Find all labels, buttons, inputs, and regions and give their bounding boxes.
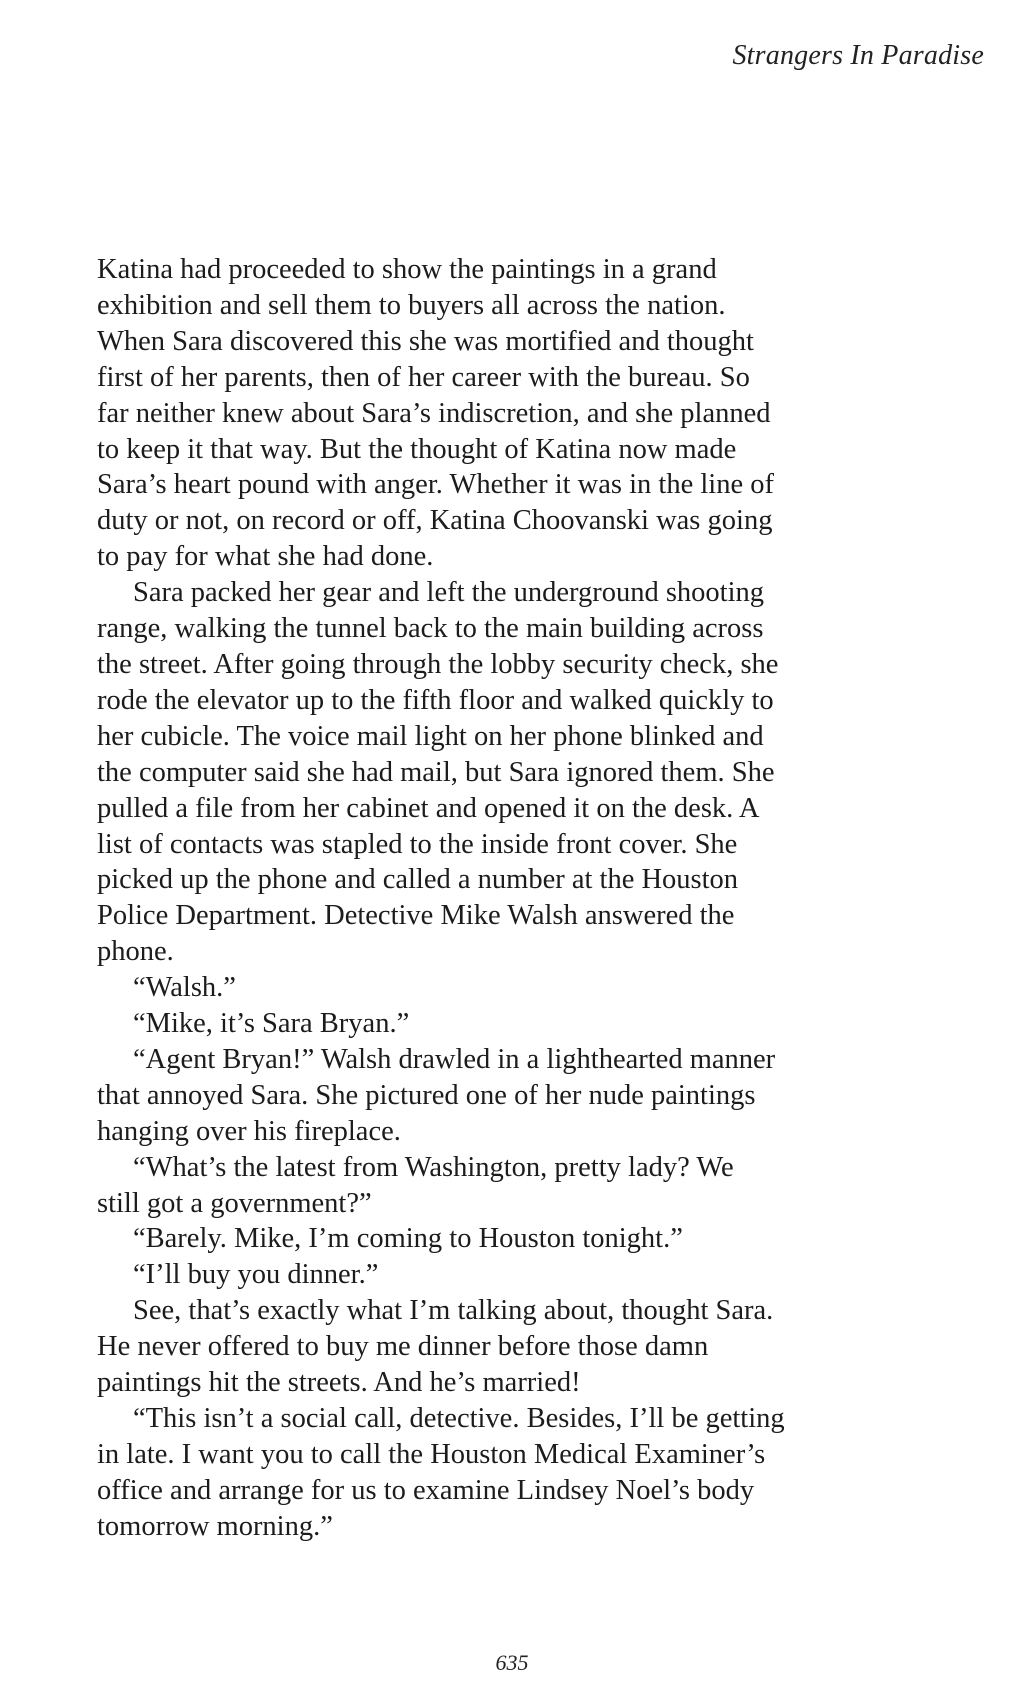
text-line: the computer said she had mail, but Sara ignored them. She <box>97 756 775 788</box>
text-line: office and arrange for us to examine Lindsey Noel’s body <box>97 1474 755 1506</box>
text-line: paintings hit the streets. And he’s married! <box>97 1367 581 1399</box>
text-line: phone. <box>97 936 174 968</box>
text-line: “What’s the latest from Washington, pretty lady? We <box>133 1151 734 1183</box>
text-line: “I’ll buy you dinner.” <box>133 1259 379 1291</box>
text-line: duty or not, on record or off, Katina Choovanski was going <box>97 505 773 537</box>
text-line: Sara packed her gear and left the underground shooting <box>133 577 765 609</box>
text-line: still got a government?” <box>97 1187 372 1219</box>
text-line: When Sara discovered this she was mortified and thought <box>97 325 754 357</box>
text-line: list of contacts was stapled to the inside front cover. She <box>97 828 738 860</box>
body-text <box>97 252 877 1545</box>
running-header-title: Strangers In Paradise <box>732 40 984 71</box>
text-line: to keep it that way. But the thought of Katina now made <box>97 433 737 465</box>
text-line: exhibition and sell them to buyers all across the nation. <box>97 289 726 321</box>
text-line: picked up the phone and called a number at the Houston <box>97 864 739 896</box>
text-line: that annoyed Sara. She pictured one of her nude paintings <box>97 1079 756 1111</box>
text-line: Katina had proceeded to show the paintings in a grand <box>97 254 717 285</box>
text-line: in late. I want you to call the Houston Medical Examiner’s <box>97 1438 766 1470</box>
text-line: range, walking the tunnel back to the main building across <box>97 613 764 645</box>
text-line: “Barely. Mike, I’m coming to Houston tonight.” <box>133 1223 683 1255</box>
page-number: 635 <box>495 1650 529 1675</box>
text-line: rode the elevator up to the fifth floor and walked quickly to <box>97 684 774 716</box>
text-line: tomorrow morning.” <box>97 1510 333 1542</box>
text-line: “This isn’t a social call, detective. Besides, I’ll be getting <box>133 1403 785 1434</box>
text-line: to pay for what she had done. <box>97 541 434 573</box>
text-line: first of her parents, then of her career with the bureau. So <box>97 361 750 393</box>
text-line: He never offered to buy me dinner before those damn <box>97 1331 709 1363</box>
text-line: See, that’s exactly what I’m talking about, thought Sara. <box>133 1295 774 1327</box>
text-line: “Walsh.” <box>133 972 236 1004</box>
text-line: Sara’s heart pound with anger. Whether it was in the line of <box>97 469 774 501</box>
text-line: Police Department. Detective Mike Walsh answered the <box>97 900 735 932</box>
text-line: “Mike, it’s Sara Bryan.” <box>133 1008 410 1040</box>
text-line: “Agent Bryan!” Walsh drawled in a lighthearted manner <box>133 1043 776 1075</box>
text-line: her cubicle. The voice mail light on her phone blinked and <box>97 720 764 752</box>
text-line: the street. After going through the lobby security check, she <box>97 648 779 680</box>
text-line: hanging over his fireplace. <box>97 1115 401 1147</box>
text-line: pulled a file from her cabinet and opened it on the desk. A <box>97 792 760 824</box>
text-line: far neither knew about Sara’s indiscretion, and she planned <box>97 397 771 429</box>
